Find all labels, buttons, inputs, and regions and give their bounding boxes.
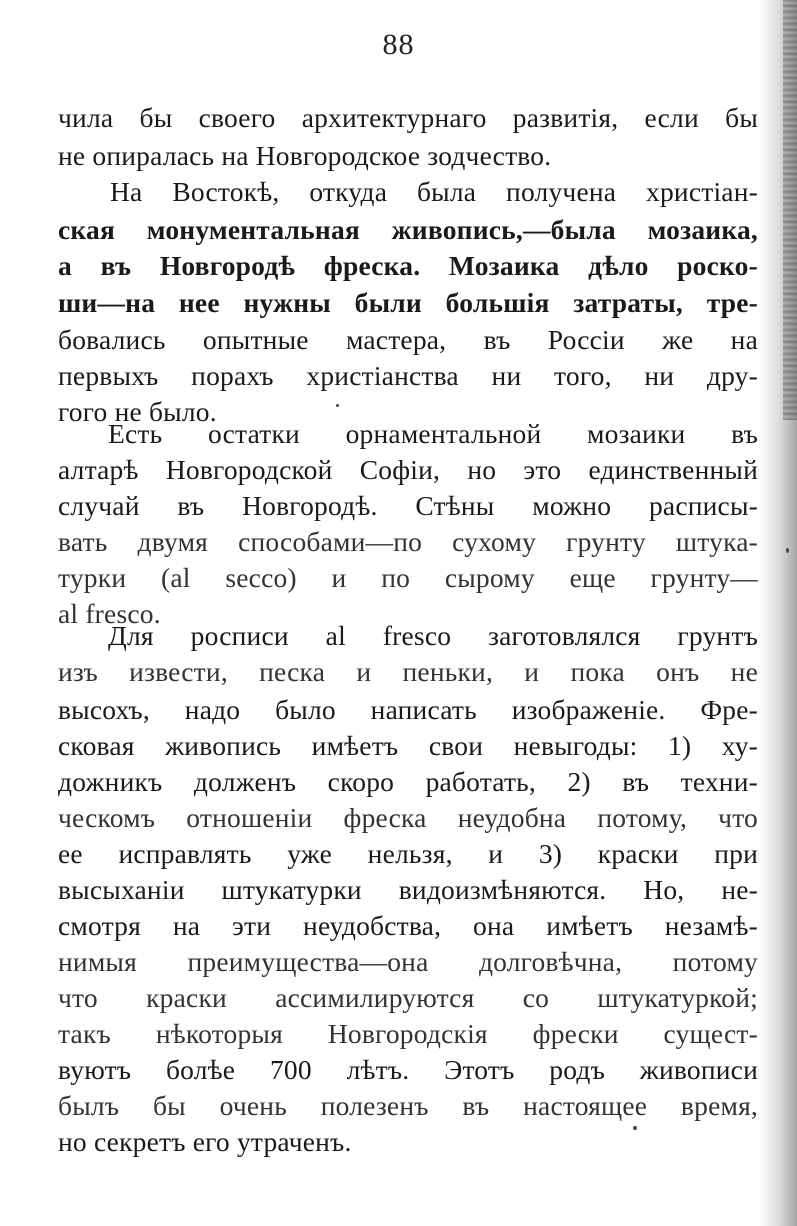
text-line: ческомъ отношеніи фреска неудобна потому, что <box>58 802 758 833</box>
text-line: al fresco. <box>58 598 161 629</box>
text-line: вуютъ болѣе 700 лѣтъ. Этотъ родъ живописи <box>58 1054 758 1085</box>
print-speck <box>633 1126 637 1130</box>
text-line: чила бы своего архитектурнаго развитія, если бы <box>58 102 758 133</box>
page-number: 88 <box>382 28 415 61</box>
text-line: ши—на нее нужны были большія затраты, тре- <box>58 287 758 318</box>
text-line: а въ Новгородѣ фреска. Мозаика дѣло роско- <box>58 250 758 281</box>
text-line: сковая живопись имѣетъ свои невыгоды: 1) ху- <box>58 730 758 761</box>
text-line: высохъ, надо было написать изображеніе. Фре- <box>58 694 758 725</box>
text-line: турки (al secco) и по сырому еще грунту— <box>58 562 758 593</box>
text-line: бовались опытные мастера, въ Россіи же на <box>58 324 758 355</box>
text-line: Есть остатки орнаментальной мозаики въ <box>108 418 758 449</box>
text-line: изъ извести, песка и пеньки, и пока онъ не <box>58 656 758 687</box>
text-line: нимыя преимущества—она долговѣчна, потому <box>58 946 758 977</box>
text-line: случай въ Новгородѣ. Стѣны можно расписы- <box>58 490 758 521</box>
text-line: не опиралась на Новгородское зодчество. <box>58 140 552 171</box>
text-line: высыханіи штукатурки видоизмѣняются. Но, не- <box>58 874 758 905</box>
text-line: вать двумя способами—по сухому грунту штука- <box>58 526 758 557</box>
text-line: гого не было. <box>58 396 217 427</box>
text-line: но секретъ его утраченъ. <box>58 1126 352 1157</box>
text-line: алтарѣ Новгородской Софіи, но это единственный <box>58 454 758 485</box>
text-line: что краски ассимилируются со штукатуркой; <box>58 982 758 1013</box>
text-line: ее исправлять уже нельзя, и 3) краски при <box>58 838 758 869</box>
text-line: былъ бы очень полезенъ въ настоящее время, <box>58 1090 758 1121</box>
text-line: дожникъ долженъ скоро работать, 2) въ техни- <box>58 766 758 797</box>
page-edge-texture <box>783 0 797 420</box>
print-speck <box>786 548 789 553</box>
text-line: Для росписи al fresco заготовлялся грунтъ <box>108 620 758 651</box>
text-line: смотря на эти неудобства, она имѣетъ незамѣ- <box>58 910 758 941</box>
text-line: первыхъ порахъ христіанства ни того, ни дру- <box>58 360 758 391</box>
text-line: такъ нѣкоторыя Новгородскія фрески сущест- <box>58 1018 758 1049</box>
text-line: ская монументальная живопись,—была мозаика, <box>58 214 758 245</box>
print-speck <box>336 404 339 407</box>
text-line: На Востокѣ, откуда была получена христіан- <box>110 176 758 207</box>
